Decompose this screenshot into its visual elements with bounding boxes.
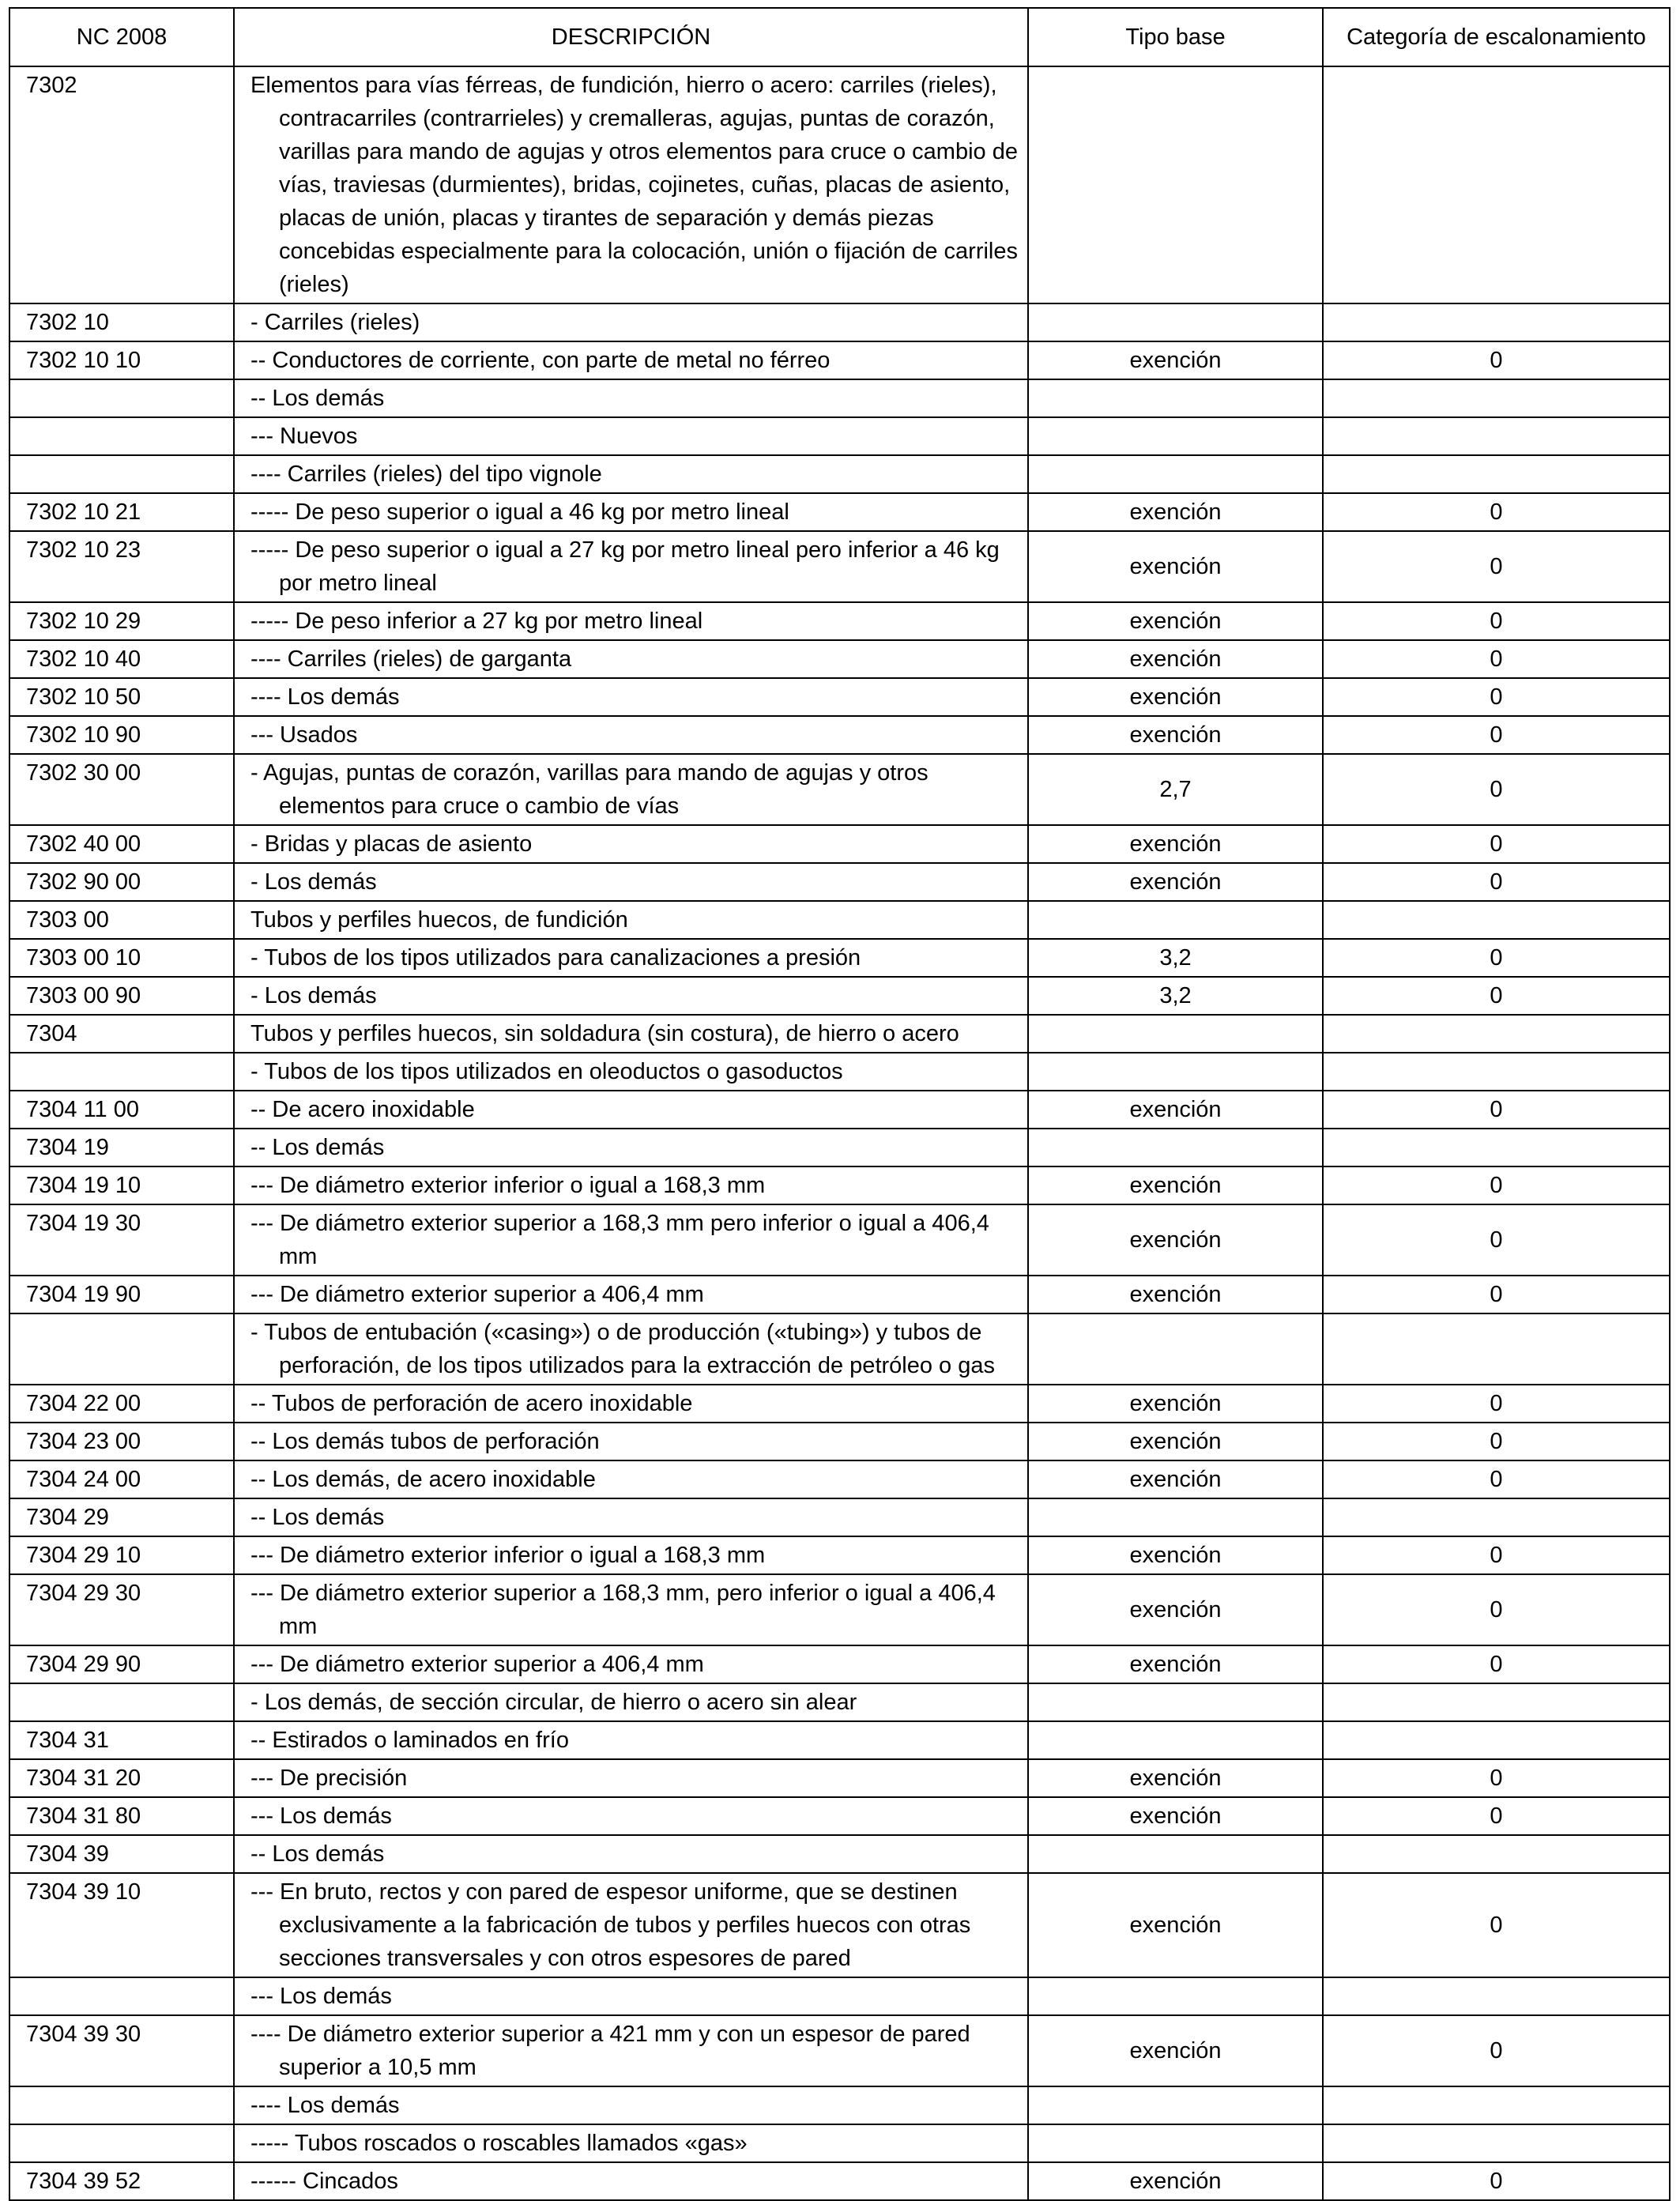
cell-description	[234, 417, 1028, 455]
cell-description	[234, 640, 1028, 678]
table-row	[9, 1460, 1670, 1498]
cell-description	[234, 1873, 1028, 1977]
cell-base-rate	[1028, 1498, 1323, 1536]
cell-category: 0	[1323, 939, 1670, 977]
tariff-table	[9, 7, 1671, 2201]
cell-category	[1323, 455, 1670, 493]
table-row	[9, 1129, 1670, 1166]
description-text: --- De diámetro exterior inferior o igual a 168,3 mm	[250, 1543, 766, 1568]
header-category: Categoría de escalonamiento	[1323, 8, 1670, 66]
cell-base-rate	[1028, 1721, 1323, 1759]
cell-category	[1323, 379, 1670, 417]
cell-category: 0	[1323, 2162, 1670, 2200]
cell-code: 7304 31	[9, 1721, 234, 1759]
cell-base-rate: 3,2	[1028, 939, 1323, 977]
table-row	[9, 863, 1670, 901]
cell-base-rate: exención	[1028, 2162, 1323, 2200]
table-row	[9, 1053, 1670, 1091]
cell-code: 7302 10 40	[9, 640, 234, 678]
cell-code: 7302 10 29	[9, 602, 234, 640]
cell-category: 0	[1323, 493, 1670, 531]
cell-category: 0	[1323, 1873, 1670, 1977]
description-text: - Los demás	[250, 869, 377, 895]
cell-code: 7304 39 10	[9, 1873, 234, 1977]
cell-description	[234, 1574, 1028, 1645]
cell-base-rate: exención	[1028, 825, 1323, 863]
cell-description	[234, 303, 1028, 341]
description-text: -- Los demás	[250, 1841, 385, 1867]
cell-base-rate: exención	[1028, 1574, 1323, 1645]
cell-base-rate: exención	[1028, 1460, 1323, 1498]
cell-base-rate: exención	[1028, 640, 1323, 678]
cell-base-rate: exención	[1028, 1204, 1323, 1276]
table-body	[9, 66, 1670, 2200]
cell-base-rate	[1028, 1015, 1323, 1053]
cell-description	[234, 754, 1028, 825]
table-row	[9, 1015, 1670, 1053]
table-row	[9, 678, 1670, 716]
cell-code: 7304 39	[9, 1835, 234, 1873]
description-text: -- Estirados o laminados en frío	[250, 1728, 569, 1753]
table-row	[9, 417, 1670, 455]
cell-description	[234, 1683, 1028, 1721]
description-text: -- De acero inoxidable	[250, 1097, 475, 1122]
cell-category	[1323, 1313, 1670, 1385]
cell-description	[234, 716, 1028, 754]
cell-code: 7304 29	[9, 1498, 234, 1536]
cell-code: 7302 10 21	[9, 493, 234, 531]
cell-code	[9, 2086, 234, 2124]
cell-base-rate	[1028, 1129, 1323, 1166]
table-row	[9, 1645, 1670, 1683]
cell-code: 7304 19 10	[9, 1166, 234, 1204]
table-row	[9, 341, 1670, 379]
table-row	[9, 602, 1670, 640]
cell-description	[234, 1460, 1028, 1498]
cell-description	[234, 379, 1028, 417]
table-row	[9, 1977, 1670, 2015]
cell-category: 0	[1323, 2015, 1670, 2086]
cell-base-rate	[1028, 417, 1323, 455]
description-text: --- En bruto, rectos y con pared de espesor uniforme, que se destinen exclusivamente a la fabricación de tubos y perfiles huecos con otras secciones transversales y con otros espesores de pared	[250, 1879, 971, 1971]
cell-code: 7304 19 90	[9, 1276, 234, 1313]
cell-base-rate	[1028, 66, 1323, 303]
cell-code: 7304 22 00	[9, 1385, 234, 1423]
table-row	[9, 455, 1670, 493]
cell-code	[9, 2124, 234, 2162]
table-row	[9, 1385, 1670, 1423]
cell-category	[1323, 303, 1670, 341]
cell-category	[1323, 1053, 1670, 1091]
cell-description	[234, 602, 1028, 640]
cell-category: 0	[1323, 977, 1670, 1015]
cell-category	[1323, 2086, 1670, 2124]
cell-description	[234, 1423, 1028, 1460]
table-row	[9, 1313, 1670, 1385]
cell-category	[1323, 1129, 1670, 1166]
description-text: --- De precisión	[250, 1766, 408, 1791]
description-text: Tubos y perfiles huecos, de fundición	[250, 907, 628, 933]
cell-category: 0	[1323, 1166, 1670, 1204]
cell-code: 7302 10	[9, 303, 234, 341]
cell-category: 0	[1323, 1385, 1670, 1423]
cell-base-rate: exención	[1028, 2015, 1323, 2086]
table-row	[9, 531, 1670, 602]
table-row	[9, 1276, 1670, 1313]
cell-base-rate: exención	[1028, 602, 1323, 640]
cell-category	[1323, 1721, 1670, 1759]
table-row	[9, 1166, 1670, 1204]
table-row	[9, 2015, 1670, 2086]
cell-description	[234, 1759, 1028, 1797]
cell-description	[234, 1313, 1028, 1385]
cell-category: 0	[1323, 531, 1670, 602]
cell-category: 0	[1323, 825, 1670, 863]
cell-category	[1323, 1015, 1670, 1053]
cell-base-rate: exención	[1028, 493, 1323, 531]
cell-description	[234, 531, 1028, 602]
cell-base-rate: exención	[1028, 1385, 1323, 1423]
cell-base-rate: exención	[1028, 1276, 1323, 1313]
description-text: -- Los demás, de acero inoxidable	[250, 1467, 596, 1492]
tariff-document	[9, 7, 1669, 2201]
cell-description	[234, 939, 1028, 977]
cell-code: 7302 10 10	[9, 341, 234, 379]
description-text: ---- Los demás	[250, 2093, 400, 2118]
description-text: Elementos para vías férreas, de fundición, hierro o acero: carriles (rieles), contracarriles (contrarrieles) y cremalleras, agujas, puntas de corazón, varillas para mando de agujas y otros elementos para cruce o cambio de vías, traviesas (durmientes), bridas, cojinetes, cuñas, placas de asiento, placas de unión, placas y tirantes de separación y demás piezas concebidas especialmente para la colocación, unión o fijación de carriles (rieles)	[250, 73, 1018, 297]
table-row	[9, 1423, 1670, 1460]
description-text: --- De diámetro exterior superior a 406,4 mm	[250, 1652, 704, 1677]
cell-description	[234, 341, 1028, 379]
cell-description	[234, 493, 1028, 531]
cell-description	[234, 678, 1028, 716]
description-text: ----- De peso superior o igual a 27 kg por metro lineal pero inferior a 46 kg por metro lineal	[250, 537, 1000, 596]
cell-description	[234, 1166, 1028, 1204]
description-text: ------ Cincados	[250, 2169, 398, 2194]
cell-base-rate: exención	[1028, 341, 1323, 379]
cell-base-rate: exención	[1028, 1423, 1323, 1460]
table-row	[9, 2162, 1670, 2200]
table-row	[9, 825, 1670, 863]
description-text: -- Conductores de corriente, con parte de metal no férreo	[250, 348, 831, 373]
cell-category: 0	[1323, 602, 1670, 640]
description-text: --- De diámetro exterior superior a 168,3 mm pero inferior o igual a 406,4 mm	[250, 1211, 989, 1269]
cell-category: 0	[1323, 1276, 1670, 1313]
table-row	[9, 379, 1670, 417]
table-row	[9, 1574, 1670, 1645]
cell-description	[234, 2162, 1028, 2200]
cell-base-rate: exención	[1028, 1759, 1323, 1797]
cell-code: 7304	[9, 1015, 234, 1053]
cell-base-rate: 2,7	[1028, 754, 1323, 825]
cell-description	[234, 1498, 1028, 1536]
cell-description	[234, 1977, 1028, 2015]
cell-base-rate: exención	[1028, 863, 1323, 901]
description-text: -- Los demás	[250, 386, 385, 411]
cell-category	[1323, 1977, 1670, 2015]
cell-code: 7302 30 00	[9, 754, 234, 825]
cell-base-rate	[1028, 1683, 1323, 1721]
description-text: - Tubos de entubación («casing») o de producción («tubing») y tubos de perforación, de los tipos utilizados para la extracción de petróleo o gas	[250, 1320, 995, 1378]
cell-category	[1323, 1498, 1670, 1536]
cell-category	[1323, 2124, 1670, 2162]
cell-base-rate: exención	[1028, 1166, 1323, 1204]
description-text: - Los demás	[250, 983, 377, 1008]
table-row	[9, 1091, 1670, 1129]
cell-category	[1323, 1683, 1670, 1721]
cell-code: 7304 29 30	[9, 1574, 234, 1645]
cell-description	[234, 1835, 1028, 1873]
cell-code: 7302 10 50	[9, 678, 234, 716]
cell-description	[234, 1276, 1028, 1313]
table-row	[9, 901, 1670, 939]
cell-code: 7302	[9, 66, 234, 303]
cell-code: 7302 10 23	[9, 531, 234, 602]
description-text: -- Tubos de perforación de acero inoxidable	[250, 1391, 693, 1416]
table-row	[9, 939, 1670, 977]
header-base-rate: Tipo base	[1028, 8, 1323, 66]
description-text: ---- Carriles (rieles) del tipo vignole	[250, 462, 602, 487]
description-text: --- Usados	[250, 722, 358, 748]
cell-category: 0	[1323, 678, 1670, 716]
cell-code: 7304 11 00	[9, 1091, 234, 1129]
table-row	[9, 1873, 1670, 1977]
cell-description	[234, 2086, 1028, 2124]
cell-description	[234, 1797, 1028, 1835]
table-row	[9, 1797, 1670, 1835]
cell-base-rate: exención	[1028, 1091, 1323, 1129]
description-text: - Carriles (rieles)	[250, 310, 420, 335]
description-text: -- Los demás	[250, 1135, 385, 1160]
cell-description	[234, 901, 1028, 939]
cell-category: 0	[1323, 754, 1670, 825]
table-row	[9, 1498, 1670, 1536]
description-text: --- Los demás	[250, 1803, 392, 1829]
cell-base-rate: 3,2	[1028, 977, 1323, 1015]
description-text: ----- De peso inferior a 27 kg por metro lineal	[250, 609, 703, 634]
cell-category	[1323, 66, 1670, 303]
cell-category: 0	[1323, 1423, 1670, 1460]
cell-category: 0	[1323, 1091, 1670, 1129]
description-text: - Bridas y placas de asiento	[250, 831, 533, 857]
table-row	[9, 2086, 1670, 2124]
cell-base-rate	[1028, 455, 1323, 493]
cell-category: 0	[1323, 1460, 1670, 1498]
cell-code: 7302 90 00	[9, 863, 234, 901]
table-row	[9, 2124, 1670, 2162]
cell-category: 0	[1323, 716, 1670, 754]
cell-description	[234, 1015, 1028, 1053]
description-text: --- De diámetro exterior inferior o igual a 168,3 mm	[250, 1173, 766, 1198]
cell-code: 7304 24 00	[9, 1460, 234, 1498]
cell-description	[234, 1129, 1028, 1166]
cell-base-rate: exención	[1028, 1536, 1323, 1574]
table-row	[9, 493, 1670, 531]
description-text: - Agujas, puntas de corazón, varillas para mando de agujas y otros elementos para cruce o cambio de vías	[250, 760, 929, 819]
cell-code: 7303 00 10	[9, 939, 234, 977]
description-text: - Tubos de los tipos utilizados en oleoductos o gasoductos	[250, 1059, 843, 1084]
cell-code: 7304 31 20	[9, 1759, 234, 1797]
cell-description	[234, 1385, 1028, 1423]
cell-code: 7304 29 10	[9, 1536, 234, 1574]
cell-base-rate	[1028, 1835, 1323, 1873]
cell-base-rate	[1028, 1313, 1323, 1385]
table-row	[9, 1835, 1670, 1873]
cell-description	[234, 2015, 1028, 2086]
cell-base-rate: exención	[1028, 716, 1323, 754]
cell-category: 0	[1323, 1645, 1670, 1683]
cell-code: 7304 31 80	[9, 1797, 234, 1835]
cell-description	[234, 1536, 1028, 1574]
cell-code: 7304 19 30	[9, 1204, 234, 1276]
description-text: ----- Tubos roscados o roscables llamados «gas»	[250, 2131, 748, 2156]
table-row	[9, 716, 1670, 754]
cell-description	[234, 2124, 1028, 2162]
cell-category: 0	[1323, 640, 1670, 678]
cell-code	[9, 1313, 234, 1385]
cell-code: 7303 00 90	[9, 977, 234, 1015]
cell-code	[9, 455, 234, 493]
description-text: ---- De diámetro exterior superior a 421 mm y con un espesor de pared superior a 10,5 mm	[250, 2022, 970, 2080]
cell-code: 7303 00	[9, 901, 234, 939]
description-text: - Los demás, de sección circular, de hierro o acero sin alear	[250, 1690, 857, 1715]
table-row	[9, 1204, 1670, 1276]
cell-description	[234, 455, 1028, 493]
cell-base-rate: exención	[1028, 1645, 1323, 1683]
table-row	[9, 754, 1670, 825]
cell-category: 0	[1323, 1797, 1670, 1835]
table-header-row	[9, 8, 1670, 66]
cell-code: 7304 19	[9, 1129, 234, 1166]
cell-category	[1323, 417, 1670, 455]
cell-base-rate	[1028, 303, 1323, 341]
cell-description	[234, 977, 1028, 1015]
description-text: ---- Carriles (rieles) de garganta	[250, 646, 572, 672]
cell-base-rate: exención	[1028, 531, 1323, 602]
cell-code: 7302 10 90	[9, 716, 234, 754]
cell-description	[234, 1204, 1028, 1276]
description-text: --- Los demás	[250, 1984, 392, 2009]
cell-category: 0	[1323, 1759, 1670, 1797]
cell-code: 7304 23 00	[9, 1423, 234, 1460]
cell-category: 0	[1323, 1204, 1670, 1276]
table-row	[9, 66, 1670, 303]
description-text: ---- Los demás	[250, 684, 400, 710]
table-row	[9, 1759, 1670, 1797]
cell-description	[234, 66, 1028, 303]
cell-code: 7304 39 52	[9, 2162, 234, 2200]
header-code: NC 2008	[9, 8, 234, 66]
table-row	[9, 1683, 1670, 1721]
description-text: Tubos y perfiles huecos, sin soldadura (sin costura), de hierro o acero	[250, 1021, 959, 1046]
cell-code: 7302 40 00	[9, 825, 234, 863]
cell-base-rate	[1028, 1977, 1323, 2015]
cell-category	[1323, 901, 1670, 939]
description-text: -- Los demás tubos de perforación	[250, 1429, 600, 1454]
cell-category: 0	[1323, 863, 1670, 901]
description-text: -- Los demás	[250, 1505, 385, 1530]
table-row	[9, 640, 1670, 678]
cell-code	[9, 1977, 234, 2015]
cell-base-rate: exención	[1028, 1873, 1323, 1977]
cell-category: 0	[1323, 1536, 1670, 1574]
cell-description	[234, 1645, 1028, 1683]
description-text: --- De diámetro exterior superior a 168,3 mm, pero inferior o igual a 406,4 mm	[250, 1581, 996, 1639]
cell-category: 0	[1323, 341, 1670, 379]
cell-base-rate: exención	[1028, 1797, 1323, 1835]
cell-code: 7304 39 30	[9, 2015, 234, 2086]
cell-description	[234, 1721, 1028, 1759]
cell-description	[234, 825, 1028, 863]
cell-base-rate	[1028, 901, 1323, 939]
table-row	[9, 303, 1670, 341]
cell-description	[234, 863, 1028, 901]
cell-code	[9, 417, 234, 455]
cell-code	[9, 379, 234, 417]
cell-base-rate	[1028, 1053, 1323, 1091]
cell-description	[234, 1053, 1028, 1091]
table-row	[9, 1536, 1670, 1574]
header-description: DESCRIPCIÓN	[234, 8, 1028, 66]
description-text: --- De diámetro exterior superior a 406,4 mm	[250, 1282, 704, 1307]
cell-base-rate: exención	[1028, 678, 1323, 716]
cell-code: 7304 29 90	[9, 1645, 234, 1683]
description-text: - Tubos de los tipos utilizados para canalizaciones a presión	[250, 945, 861, 970]
cell-category: 0	[1323, 1574, 1670, 1645]
cell-code	[9, 1683, 234, 1721]
table-row	[9, 977, 1670, 1015]
table-row	[9, 1721, 1670, 1759]
cell-code	[9, 1053, 234, 1091]
cell-base-rate	[1028, 2124, 1323, 2162]
cell-base-rate	[1028, 379, 1323, 417]
cell-category	[1323, 1835, 1670, 1873]
cell-base-rate	[1028, 2086, 1323, 2124]
cell-description	[234, 1091, 1028, 1129]
description-text: --- Nuevos	[250, 424, 358, 449]
description-text: ----- De peso superior o igual a 46 kg por metro lineal	[250, 499, 789, 525]
